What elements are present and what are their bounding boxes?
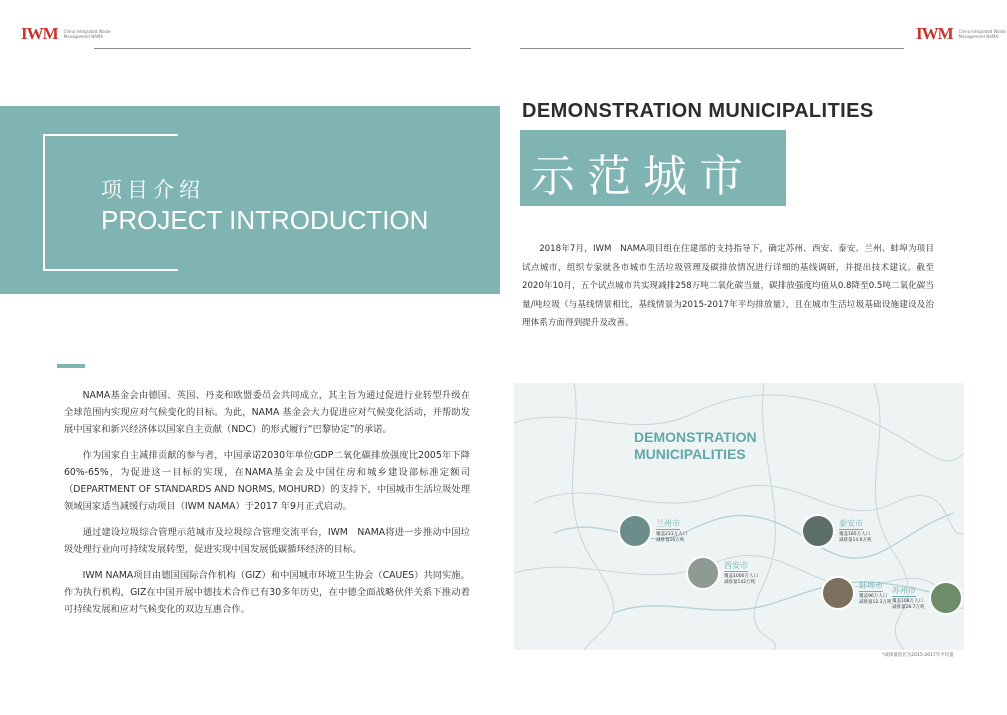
city-population: 覆盖96万人口	[859, 593, 888, 599]
city-reduction: 减排量28.7万吨	[892, 604, 925, 610]
logo-mark: IWM	[916, 24, 953, 43]
header-rule-right	[520, 48, 904, 49]
city-marker-lanzhou	[618, 514, 687, 548]
municipalities-map	[514, 383, 964, 650]
city-marker-xian	[686, 556, 758, 590]
city-population: 覆盖1000万人口	[724, 573, 758, 579]
city-population: 覆盖185万人口	[839, 531, 871, 537]
city-name: 西安市	[724, 560, 748, 570]
city-name: 蚌埠市	[859, 580, 883, 590]
city-photo	[686, 556, 720, 590]
city-reduction: 减排量12.3万吨	[859, 599, 892, 605]
city-photo	[801, 514, 835, 548]
city-marker-suzhou	[892, 581, 963, 615]
map-title	[634, 429, 757, 463]
section-accent-bar	[57, 364, 85, 368]
city-population: 覆盖231万人口	[656, 531, 688, 537]
map-title-line1: DEMONSTRATION	[634, 429, 757, 445]
map-footnote: *减排量依托为2015-2017年平均值	[882, 653, 954, 658]
city-photo	[929, 581, 963, 615]
map-title-line2: MUNICIPALITIES	[634, 446, 746, 462]
city-photo	[821, 576, 855, 610]
city-reduction: 减排量26万吨	[656, 537, 685, 543]
city-name: 泰安市	[839, 518, 863, 528]
city-name: 兰州市	[656, 518, 680, 528]
header-rule-left	[94, 48, 471, 49]
city-marker-bengbu	[821, 576, 892, 610]
city-population: 覆盖108万人口	[892, 598, 924, 604]
intro-paragraph-3: 通过建设垃圾综合管理示范城市及垃圾综合管理交流平台，IWM NAMA将进一步推动中国垃圾处理行业向可持续发展转型，促进实现中国发展低碳循环经济的目标。	[64, 527, 470, 555]
logo-subtitle: China Integrated Waste Management NAMA	[63, 29, 111, 39]
logo-mark: IWM	[21, 24, 58, 43]
logo-subtitle: China Integrated Waste Management NAMA	[958, 29, 1006, 39]
intro-paragraph-1: NAMA基金会由德国、英国、丹麦和欧盟委员会共同成立，其主旨为通过促进行业转型升级在全球范围内实现应对气候变化的目标。为此，NAMA 基金会大力促进应对气候变化活动，并帮助发展中国家和新兴经济体以国家自主贡献（NDC）的形式履行“巴黎协定”的承诺。	[64, 390, 470, 435]
intro-paragraph-2: 作为国家自主减排贡献的参与者，中国承诺2030年单位GDP二氧化碳排放强度比2005年下降60%-65%，为促进这一目标的实现，在NAMA基金会及中国住房和城乡建设部标准定额司（DEPARTMENT OF STANDARDS AND NORMS, MOHURD）的支持下，中国城市生活垃圾处理领域国家适当减缓行动项目（IWM NAMA）于2017 年9月正式启动。	[64, 450, 470, 512]
section-heading-en: DEMONSTRATION MUNICIPALITIES	[522, 100, 874, 122]
city-name: 苏州市	[892, 585, 916, 595]
banner-title-zh: 项目介绍	[101, 178, 205, 202]
city-marker-taian	[801, 514, 872, 548]
intro-text	[64, 387, 470, 618]
city-photo	[618, 514, 652, 548]
intro-paragraph-4: IWM NAMA项目由德国国际合作机构（GIZ）和中国城市环境卫生协会（CAUES）共同实施。作为执行机构，GIZ在中国开展中德技术合作已有30多年历史，在中德全面战略伙伴关系下推动着可持续发展和应对气候变化的双边互惠合作。	[64, 570, 470, 615]
municipalities-paragraph: 2018年7月，IWM NAMA项目组在住建部的支持指导下，确定苏州、西安、泰安、兰州、蚌埠为项目试点城市，组织专家就各市城市生活垃圾管理及碳排放情况进行详细的基线调研，并提出技术建议。截至2020年10月，五个试点城市共实现减排258万吨二氧化碳当量，碳排放强度均值从0.8降至0.5吨二氧化碳当量/吨垃圾（与基线情景相比，基线情景为2015-2017年平均排放量），且在城市生活垃圾基础设施建设及治理体系方面得到提升及改善。	[522, 244, 934, 328]
city-reduction: 减排量14.6万吨	[839, 537, 872, 543]
city-reduction: 减排量142万吨	[724, 579, 756, 585]
logo-left	[21, 24, 112, 44]
logo-right	[916, 24, 1007, 44]
banner-title-en: PROJECT INTRODUCTION	[101, 205, 429, 235]
section-heading-zh: 示范城市	[531, 151, 755, 202]
